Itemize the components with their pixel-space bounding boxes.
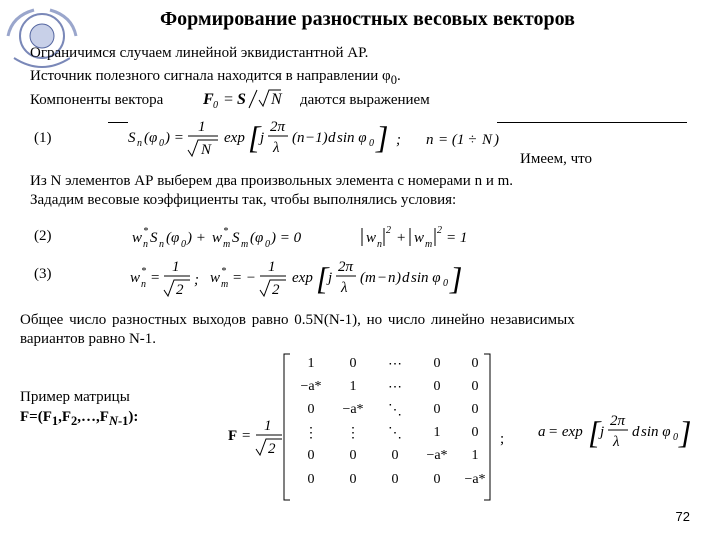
svg-text:n: n [141, 279, 146, 290]
matrix-cell: 0 [471, 356, 479, 371]
matrix-cell: ⋱ [388, 426, 402, 441]
svg-text:0: 0 [265, 239, 270, 250]
svg-text:+: + [396, 230, 407, 246]
svg-text:= (1 ÷: = (1 ÷ [438, 132, 477, 148]
matrix-cell: 1 [307, 356, 315, 371]
svg-text:exp: exp [292, 270, 313, 286]
svg-text:*: * [143, 226, 148, 237]
svg-text:1: 1 [264, 418, 272, 434]
svg-text:) +: ) + [187, 230, 206, 246]
svg-text:=: = [241, 428, 252, 444]
text-line-7: вариантов равно N-1. [20, 331, 157, 347]
svg-text:n: n [377, 239, 382, 250]
svg-text:2: 2 [268, 441, 276, 457]
matrix-cell: 0 [307, 472, 315, 487]
formula-f5 [538, 410, 692, 461]
svg-text:[: [ [588, 414, 601, 450]
svg-text:]: ] [376, 119, 389, 155]
matrix-cell: −a* [464, 472, 486, 487]
svg-text:sin φ: sin φ [641, 424, 671, 440]
svg-text:sin φ: sin φ [337, 130, 367, 146]
svg-text:λ: λ [613, 434, 620, 450]
svg-text:n: n [137, 138, 142, 149]
svg-text:λ: λ [341, 280, 348, 296]
svg-text:w: w [210, 270, 221, 286]
text-line-3a: Компоненты вектора [30, 92, 164, 108]
svg-text:w: w [414, 230, 425, 246]
svg-text:S: S [237, 91, 246, 108]
svg-text:2: 2 [176, 282, 184, 298]
svg-text:]: ] [679, 414, 692, 450]
svg-text:−: − [377, 270, 388, 286]
svg-text:*: * [223, 226, 228, 237]
page-number: 72 [675, 509, 690, 524]
svg-text:j: j [328, 270, 333, 286]
formula-f3 [130, 256, 480, 307]
svg-text:(φ: (φ [144, 130, 158, 146]
svg-text:F: F [203, 91, 214, 108]
matrix-cell: 0 [307, 402, 315, 417]
text-line-3b: даются выражением [300, 92, 430, 108]
svg-text:m: m [425, 239, 433, 250]
svg-text:sin φ: sin φ [411, 270, 441, 286]
svg-text:;: ; [194, 272, 199, 288]
matrix-cell: 0 [433, 356, 441, 371]
svg-text:(φ: (φ [166, 230, 180, 246]
svg-text:N: N [482, 132, 493, 148]
text-line-8: Пример матрицы [20, 389, 130, 405]
svg-text:(: ( [292, 130, 297, 146]
svg-text:w: w [212, 230, 223, 246]
matrix-cell: 0 [349, 448, 357, 463]
text-line-4: Из N элементов АР выберем два произвольных элемента с номерами n и m. [30, 173, 514, 189]
svg-text:0: 0 [443, 278, 448, 289]
matrix-cell: 0 [433, 379, 441, 394]
svg-text:= exp: = exp [548, 424, 583, 440]
svg-text:1: 1 [268, 259, 276, 275]
svg-text:n: n [388, 270, 396, 286]
matrix-cell: 1 [471, 448, 479, 463]
matrix-cell: 0 [471, 402, 479, 417]
svg-text:1: 1 [198, 119, 206, 135]
svg-text:): ) [494, 132, 499, 148]
svg-text:): ) [396, 270, 401, 286]
formula-f4 [228, 416, 284, 465]
text-line-6: Общее число разностных выходов равно 0.5N(N-1), но число линейно независимых [20, 312, 575, 328]
svg-text:1: 1 [172, 259, 180, 275]
formula-n-range [426, 128, 506, 157]
equation-label-1: (1) [34, 130, 52, 146]
text-line-2: Источник полезного сигнала находится в направлении $\varphi_0$. [30, 68, 401, 87]
svg-text:d: d [632, 424, 640, 440]
matrix-cell: 0 [471, 425, 479, 440]
svg-text:j: j [260, 130, 265, 146]
svg-text:N: N [271, 91, 282, 108]
svg-text:w: w [366, 230, 377, 246]
equation-label-3: (3) [34, 266, 52, 282]
matrix-cell: ⋯ [388, 380, 402, 395]
svg-text:) =: ) = [165, 130, 184, 146]
svg-text:d: d [328, 130, 336, 146]
matrix-cell: −a* [300, 379, 322, 394]
svg-text:2: 2 [386, 225, 391, 236]
svg-text:n: n [426, 132, 434, 148]
svg-text:2: 2 [437, 225, 442, 236]
svg-text:=: = [150, 270, 161, 286]
matrix-cell: 0 [433, 402, 441, 417]
svg-text:2: 2 [272, 282, 280, 298]
svg-text:;: ; [396, 132, 401, 148]
svg-text:w: w [132, 230, 143, 246]
equation-label-2: (2) [34, 228, 52, 244]
svg-text:n: n [297, 130, 305, 146]
svg-text:]: ] [450, 260, 463, 296]
text-line-1: Ограничимся случаем линейной эквидистантной АР. [30, 45, 369, 61]
svg-text:0: 0 [159, 138, 164, 149]
svg-text:0: 0 [369, 138, 374, 149]
matrix-cell: 1 [433, 425, 441, 440]
formula-f2 [132, 224, 492, 257]
matrix-cell: ⋱ [388, 403, 402, 418]
formula-f0 [201, 86, 287, 115]
svg-text:0: 0 [181, 239, 186, 250]
svg-text:= 1: = 1 [446, 230, 468, 246]
semicolon: ; [500, 431, 505, 447]
svg-text:) = 0: ) = 0 [271, 230, 302, 246]
svg-text:2π: 2π [338, 259, 354, 275]
matrix-cell: 0 [433, 472, 441, 487]
text-line-5: Зададим весовые коэффициенты так, чтобы выполнялись условия: [30, 192, 457, 208]
svg-text:N: N [201, 142, 212, 158]
university-emblem-icon [4, 6, 82, 72]
svg-text:2π: 2π [270, 119, 286, 135]
svg-text:m: m [241, 239, 249, 250]
svg-text:(φ: (φ [250, 230, 264, 246]
svg-text:S: S [128, 130, 136, 146]
matrix-cell: 1 [349, 379, 357, 394]
matrix-cell: −a* [342, 402, 364, 417]
svg-text:λ: λ [273, 140, 280, 156]
matrix-cell: 0 [391, 472, 399, 487]
svg-text:j: j [600, 424, 605, 440]
svg-text:a: a [538, 424, 546, 440]
svg-text:(: ( [360, 270, 365, 286]
svg-text:0: 0 [213, 100, 218, 111]
svg-text:= −: = − [232, 270, 256, 286]
svg-text:exp: exp [224, 130, 245, 146]
svg-text:S: S [232, 230, 240, 246]
svg-text:n: n [159, 239, 164, 250]
text-have: Имеем, что [520, 151, 593, 167]
svg-text:m: m [223, 239, 231, 250]
svg-text:=: = [223, 91, 234, 108]
svg-text:m: m [365, 270, 376, 286]
svg-text:[: [ [316, 260, 329, 296]
svg-text:[: [ [248, 119, 261, 155]
svg-text:S: S [150, 230, 158, 246]
matrix-cell: 0 [471, 379, 479, 394]
matrix-cell: 0 [307, 448, 315, 463]
matrix-cell: ⋯ [388, 357, 402, 372]
matrix-cell: −a* [426, 448, 448, 463]
svg-text:*: * [141, 266, 146, 277]
text-line-9: $F=(F_1,F_2,\dots,F_{N-1})$: [20, 409, 139, 428]
svg-text:d: d [402, 270, 410, 286]
matrix-cell: 0 [349, 356, 357, 371]
matrix-cell: 0 [391, 448, 399, 463]
formula-f1 [128, 114, 428, 165]
svg-text:−1): −1) [305, 130, 328, 146]
matrix-cell: ⋮ [346, 426, 360, 441]
svg-text:2π: 2π [610, 413, 626, 429]
matrix-cell: ⋮ [304, 426, 318, 441]
svg-text:0: 0 [673, 432, 678, 443]
matrix-cell: 0 [349, 472, 357, 487]
svg-text:m: m [221, 279, 229, 290]
svg-text:n: n [143, 239, 148, 250]
svg-text:F: F [228, 428, 238, 444]
difference-matrix [282, 352, 492, 502]
svg-text:*: * [221, 266, 226, 277]
svg-text:w: w [130, 270, 141, 286]
slide-title: Формирование разностных весовых векторов [160, 8, 575, 30]
